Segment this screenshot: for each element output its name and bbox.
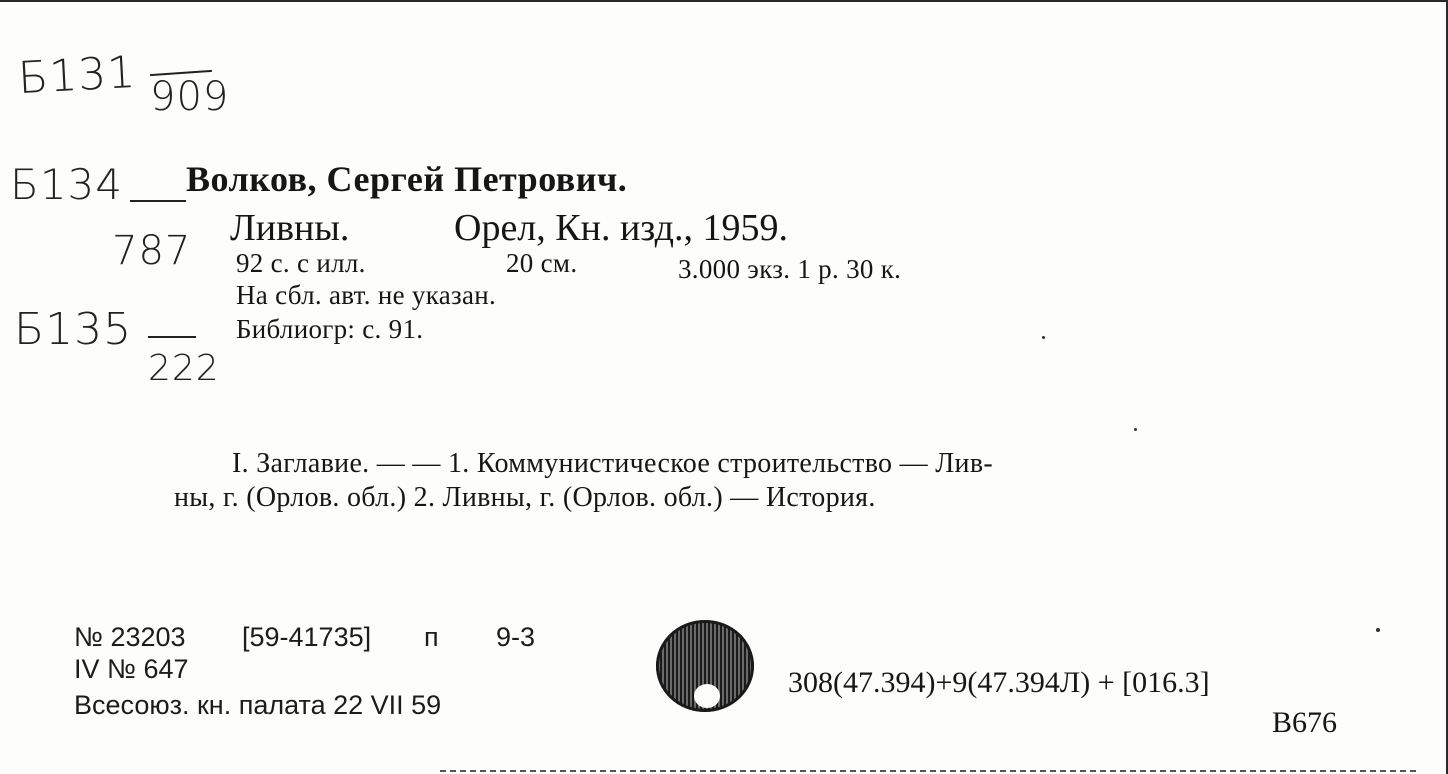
entry-pages: 92 с. с илл. bbox=[236, 248, 366, 278]
classification-index: 308(47.394)+9(47.394Л) + [016.3] bbox=[788, 666, 1210, 699]
series-number: IV № 647 bbox=[74, 654, 189, 684]
entry-title: Ливны. bbox=[230, 207, 350, 249]
book-chamber-seal bbox=[656, 620, 754, 712]
entry-author: Волков, Сергей Петрович. bbox=[186, 159, 628, 199]
entry-bibliography: Библиогр: с. 91. bbox=[236, 314, 424, 344]
order-letter: п bbox=[424, 622, 439, 652]
handwritten-mark-1: Б131 bbox=[16, 46, 138, 105]
handwritten-mark-2: Б134 bbox=[10, 160, 123, 209]
handwritten-dash bbox=[148, 336, 196, 338]
handwritten-mark-1-sub: 909 bbox=[150, 74, 230, 120]
cutter-number: В676 bbox=[1272, 706, 1338, 739]
subject-line-1: I. Заглавие. — — 1. Коммунистическое строительство — Лив- bbox=[232, 448, 993, 479]
order-code: 9-3 bbox=[496, 622, 536, 652]
order-number: [59-41735] bbox=[242, 622, 372, 652]
scan-speck bbox=[1042, 336, 1045, 339]
card-number: № 23203 bbox=[74, 622, 186, 652]
handwritten-mark-2-sub: 787 bbox=[112, 228, 192, 274]
entry-copies-price: 3.000 экз. 1 р. 30 к. bbox=[678, 254, 902, 284]
scan-speck bbox=[1376, 628, 1380, 632]
subject-line-2: ны, г. (Орлов. обл.) 2. Ливны, г. (Орлов. обл.) — История. bbox=[174, 482, 876, 513]
scan-speck bbox=[1134, 428, 1137, 431]
book-chamber: Всесоюз. кн. палата 22 VII 59 bbox=[74, 690, 442, 720]
handwritten-dash bbox=[130, 200, 186, 202]
handwritten-mark-3: Б135 bbox=[14, 304, 133, 355]
handwritten-mark-3-sub: 222 bbox=[148, 348, 220, 389]
entry-size: 20 см. bbox=[506, 248, 578, 278]
entry-author-note: На сбл. авт. не указан. bbox=[236, 280, 497, 310]
entry-publisher: Орел, Кн. изд., 1959. bbox=[454, 207, 788, 249]
